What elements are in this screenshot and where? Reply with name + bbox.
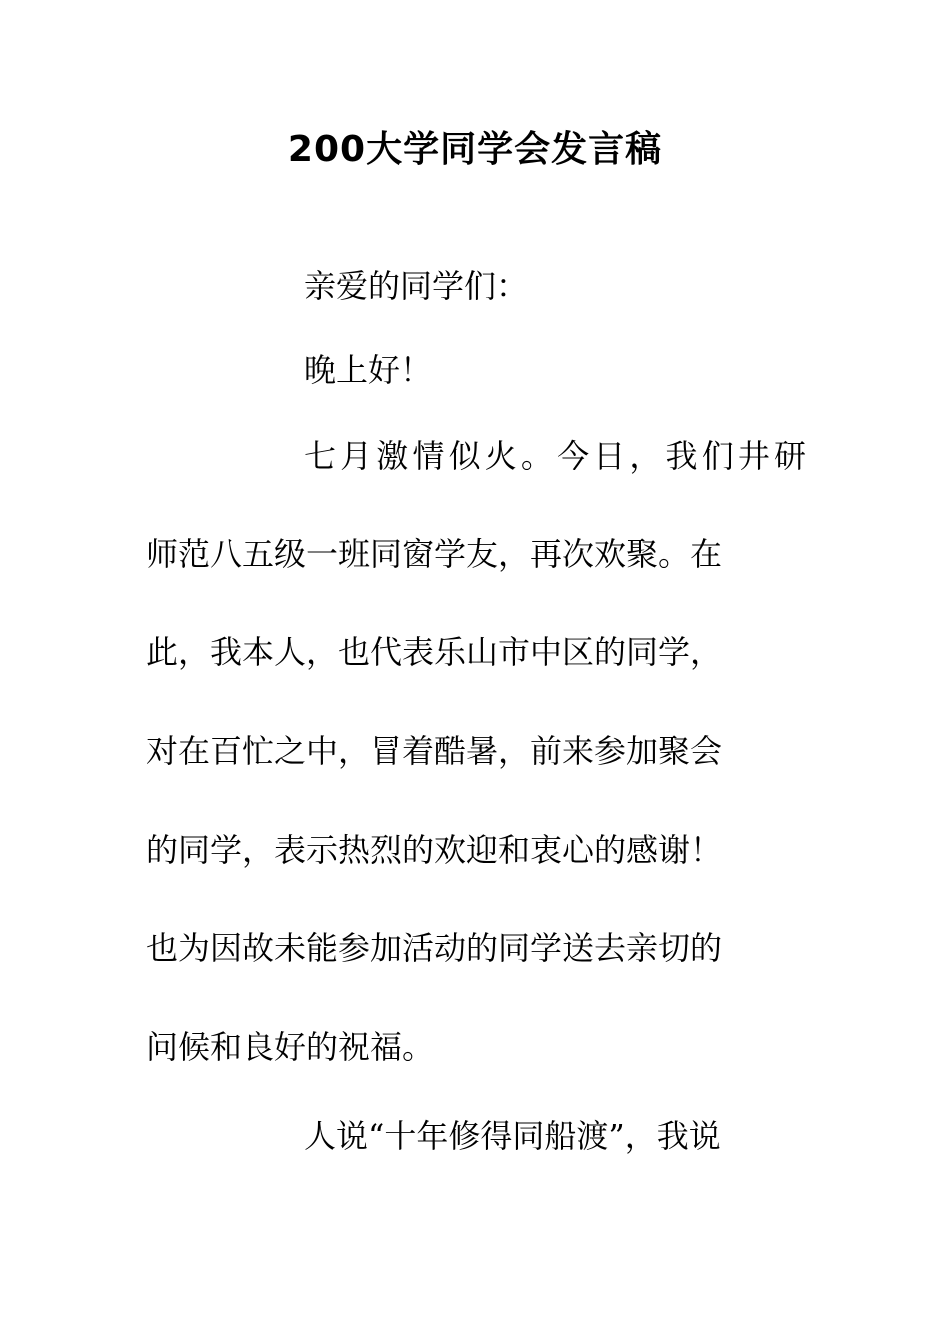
document-title: 200大学同学会发言稿 — [287, 129, 663, 170]
paragraph-1-line-4: 对在百忙之中，冒着酷暑，前来参加聚会 — [146, 732, 723, 770]
paragraph-1-line-6: 也为因故未能参加活动的同学送去亲切的 — [146, 929, 723, 967]
text-line: 七月激情似火。今日，我们井研 — [304, 437, 811, 475]
paragraph-1-line-5: 的同学，表示热烈的欢迎和衷心的感谢！ — [146, 831, 723, 869]
greeting: 晚上好！ — [304, 351, 433, 389]
paragraph-1-line-7: 问候和良好的祝福。 — [146, 1028, 435, 1066]
paragraph-1-line-1 — [304, 432, 811, 480]
paragraph-2-line-1: 人说“十年修得同船渡”，我说 — [304, 1117, 721, 1155]
paragraph-1-line-2: 师范八五级一班同窗学友，再次欢聚。在 — [146, 535, 723, 573]
salutation: 亲爱的同学们： — [304, 267, 529, 305]
paragraph-1-line-3: 此，我本人，也代表乐山市中区的同学， — [146, 633, 723, 671]
